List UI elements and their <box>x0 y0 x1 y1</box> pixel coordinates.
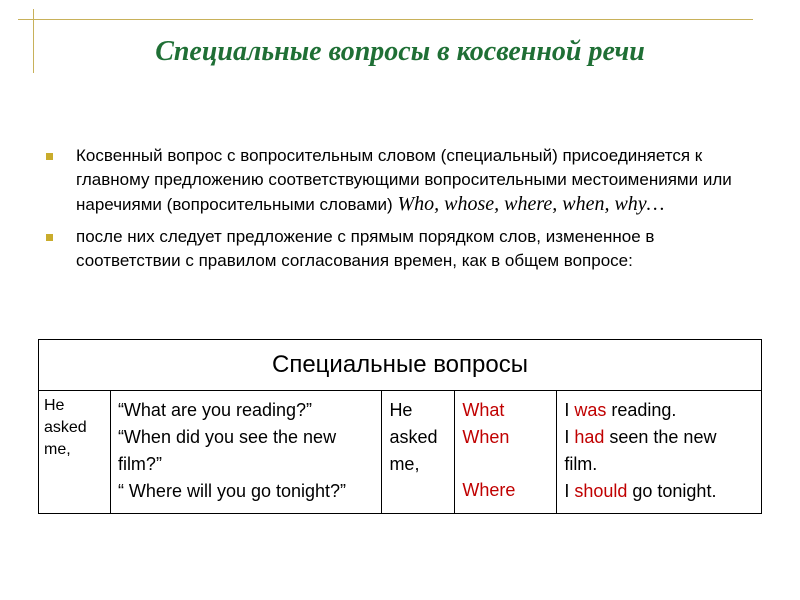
answer-verb-highlight: had <box>574 427 605 447</box>
reporting-clause-direct <box>39 391 111 514</box>
bullet-item-1 <box>43 144 763 217</box>
answer-verb-highlight: was <box>574 400 607 420</box>
question-word-where: Where <box>462 480 516 500</box>
direct-questions-cell <box>110 391 382 514</box>
direct-question-1: “What are you reading?” <box>117 400 313 420</box>
reporting-word: He <box>389 400 413 420</box>
direct-question-3: “ Where will you go tonight?” <box>117 481 347 501</box>
table-row <box>39 391 762 514</box>
question-words-cell <box>455 391 557 514</box>
indirect-answer-2 <box>564 424 754 478</box>
reporting-word: me, <box>389 454 420 474</box>
slide-title: Специальные вопросы в косвенной речи <box>155 36 645 67</box>
answer-text: seen the new film. <box>564 427 717 474</box>
indirect-answer-1 <box>564 397 754 424</box>
bullet-item-2 <box>43 225 763 273</box>
answer-verb-highlight: should <box>574 481 628 501</box>
reporting-word: asked <box>389 427 438 447</box>
answer-text: I <box>564 427 575 447</box>
frame-top-line <box>18 19 753 20</box>
answer-text: go tonight. <box>627 481 717 501</box>
answer-text: I <box>564 481 575 501</box>
examples-table <box>38 339 762 514</box>
table-header: Специальные вопросы <box>39 340 762 391</box>
indirect-answers-cell <box>557 391 762 514</box>
direct-question-2: “When did you see the new film?” <box>117 427 337 474</box>
bullet-1-text: Косвенный вопрос с вопросительным словом (специальный) присоединяется к главному предложению соответствующими вопросительными местоимениями или наречиями (вопросительными словами) <box>76 146 732 214</box>
table-header-row <box>39 340 762 391</box>
bullet-2-text: после них следует предложение с прямым порядком слов, измененное в соответствии с правилом согласования времен, как в общем вопросе: <box>76 227 655 270</box>
reporting-word: asked <box>44 419 87 436</box>
bullet-1-question-words: Who, whose, where, when, why… <box>397 193 665 215</box>
question-word-what: What <box>462 400 505 420</box>
examples-table-container <box>38 339 762 514</box>
answer-text: reading. <box>606 400 677 420</box>
bullet-list <box>43 144 763 281</box>
answer-text: I <box>564 400 575 420</box>
square-bullet-icon <box>46 234 53 241</box>
reporting-word: He <box>44 397 65 414</box>
indirect-answer-3 <box>564 478 754 505</box>
question-word-when: When <box>462 427 510 447</box>
reporting-clause-indirect <box>382 391 455 514</box>
square-bullet-icon <box>46 153 53 160</box>
reporting-word: me, <box>44 441 71 458</box>
